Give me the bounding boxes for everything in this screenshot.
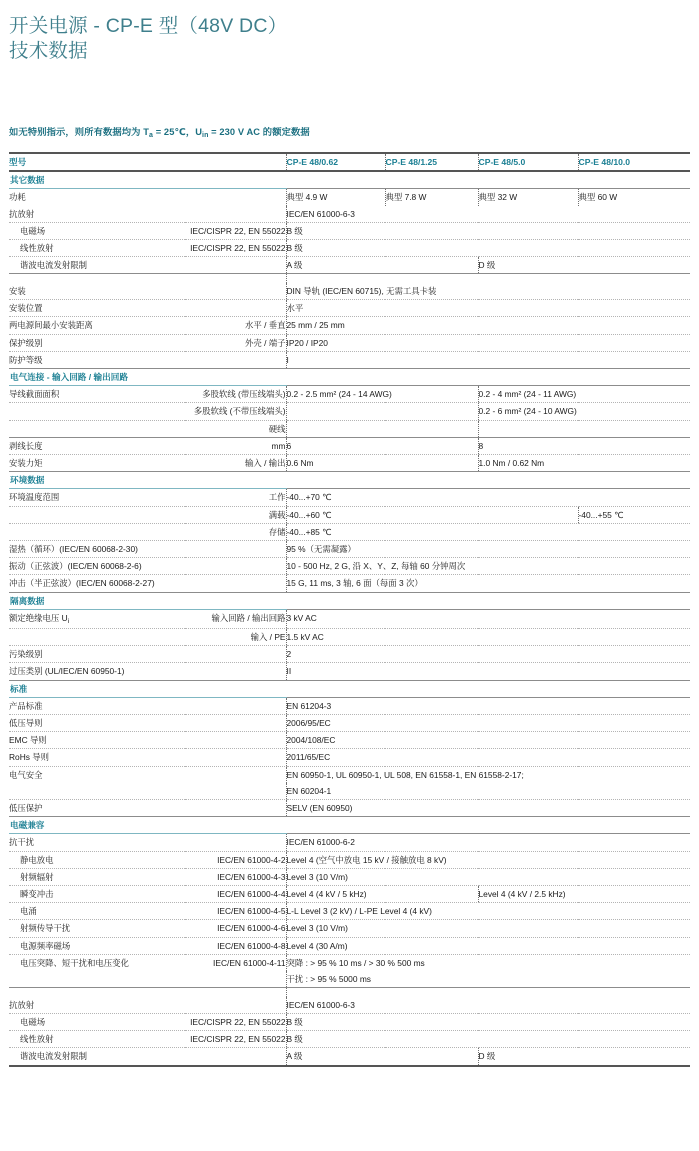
strip-length-v1: 6 xyxy=(286,437,478,454)
burst-v3: Level 4 (4 kV / 2.5 kHz) xyxy=(478,886,690,903)
row-electrical-safety xyxy=(9,766,690,783)
protection-label: 保护级别 xyxy=(9,334,185,351)
section-standards-label: 标准 xyxy=(9,680,286,697)
surge-value: L-L Level 3 (2 kV) / L-PE Level 4 (4 kV) xyxy=(286,903,690,920)
note-sub-in: in xyxy=(202,132,209,139)
power-frequency-field-label: 电源频率磁场 xyxy=(9,937,185,954)
humidity-value: 95 %（无需凝露） xyxy=(286,540,690,557)
row-overvoltage-category xyxy=(9,663,690,680)
temp-storage-sub: 存储 xyxy=(185,523,286,540)
insulation-voltage-label-text: 额定绝缘电压 U xyxy=(9,612,68,623)
row-pollution-degree xyxy=(9,646,690,663)
power-loss-label: 功耗 xyxy=(9,192,26,203)
burst-v1: Level 4 (4 kV / 5 kHz) xyxy=(286,886,478,903)
row-humidity xyxy=(9,540,690,557)
row-em-field xyxy=(9,222,690,239)
wire-area-3-label xyxy=(9,420,185,437)
row-line-emission-2 xyxy=(9,1031,690,1048)
wire-area-3-v3 xyxy=(478,420,690,437)
section-electrical-connection-label: 电气连接 - 输入回路 / 输出回路 xyxy=(9,368,286,385)
emc-directive-value: 2004/108/EC xyxy=(286,732,690,749)
mount-position-sub xyxy=(185,300,286,317)
wire-area-3-v1 xyxy=(286,420,478,437)
rohs-directive-value: 2011/65/EC xyxy=(286,749,690,766)
voltage-dips-label: 电压突降、短干扰和电压变化 xyxy=(20,957,129,968)
esd-value: Level 4 (空气中放电 15 kV / 接触放电 8 kV) xyxy=(286,851,690,868)
row-insulation-pe xyxy=(9,628,690,645)
immunity-sub xyxy=(185,834,286,851)
burst-standard: IEC/EN 61000-4-4 xyxy=(185,886,286,903)
row-lv-directive xyxy=(9,715,690,732)
min-distance-value: 25 mm / 25 mm xyxy=(286,317,690,334)
torque-sub: 输入 / 输出 xyxy=(185,454,286,471)
row-voltage-dips-2 xyxy=(9,971,690,988)
rohs-directive-label: RoHs 导则 xyxy=(9,749,286,766)
wire-area-2-v1 xyxy=(286,403,478,420)
protection-class-sub xyxy=(185,351,286,368)
note-prefix: 如无特别指示，则所有数据均为 T xyxy=(9,127,150,137)
protection-sub: 外壳 / 端子 xyxy=(185,334,286,351)
voltage-dips-value: 突降 : > 95 % 10 ms / > 30 % 500 ms xyxy=(286,954,690,971)
row-emc-directive xyxy=(9,732,690,749)
wire-area-3-sub: 硬线 xyxy=(185,420,286,437)
harmonic-2-sub xyxy=(185,1048,286,1066)
row-rohs-directive xyxy=(9,749,690,766)
row-vibration xyxy=(9,558,690,575)
vibration-label: 振动（正弦波）(IEC/EN 60068-2-6) xyxy=(9,558,286,575)
section-environmental-fill xyxy=(286,472,690,489)
harmonic-2-v1: A 级 xyxy=(286,1048,478,1066)
wire-area-2-label xyxy=(9,403,185,420)
wire-area-v1: 0.2 - 2.5 mm² (24 - 14 AWG) xyxy=(286,386,478,403)
section-environmental xyxy=(9,472,690,489)
lv-directive-value: 2006/95/EC xyxy=(286,715,690,732)
section-other-data-label: 其它数据 xyxy=(9,171,286,189)
emc-directive-label: EMC 导则 xyxy=(9,732,286,749)
rf-radiated-standard: IEC/EN 61000-4-3 xyxy=(185,868,286,885)
overvoltage-category-value: II xyxy=(286,663,690,680)
technical-data-table xyxy=(9,152,690,1067)
spacer-1-c xyxy=(286,274,690,283)
row-protection xyxy=(9,334,690,351)
emission-sub xyxy=(185,206,286,223)
insulation-voltage-subscript: i xyxy=(67,617,70,625)
row-mounting xyxy=(9,283,690,300)
power-loss-v4: 典型 60 W xyxy=(578,189,690,206)
burst-label: 瞬变冲击 xyxy=(9,886,185,903)
row-em-field-2 xyxy=(9,1013,690,1030)
spacer-row-2 xyxy=(9,988,690,997)
line-emission-2-label: 线性放射 xyxy=(9,1031,185,1048)
lv-protection-label: 低压保护 xyxy=(9,800,286,817)
temp-operating-sub: 工作 xyxy=(185,489,286,506)
power-loss-v2: 典型 7.8 W xyxy=(385,189,478,206)
model-label: 型号 xyxy=(9,153,185,171)
mounting-label: 安装 xyxy=(9,283,185,300)
mounting-value: DIN 导轨 (IEC/EN 60715), 无需工具卡装 xyxy=(286,283,690,300)
temp-range-label: 环境温度范围 xyxy=(9,489,185,506)
row-insulation-voltage xyxy=(9,609,690,628)
row-burst xyxy=(9,886,690,903)
rf-conducted-standard: IEC/EN 61000-4-6 xyxy=(185,920,286,937)
emission-2-sub xyxy=(185,997,286,1014)
section-emc-fill xyxy=(286,817,690,834)
note-mid: = 25℃，U xyxy=(153,127,203,137)
row-min-distance xyxy=(9,317,690,334)
em-field-2-standard: IEC/CISPR 22, EN 55022 xyxy=(185,1013,286,1030)
shock-label: 冲击（半正弦波）(IEC/EN 60068-2-27) xyxy=(9,575,286,592)
row-rf-conducted xyxy=(9,920,690,937)
harmonic-v3: D 级 xyxy=(478,257,690,274)
esd-standard: IEC/EN 61000-4-2 xyxy=(185,851,286,868)
conditions-note xyxy=(9,124,310,138)
temp-fullload-v4: -40...+55 ℃ xyxy=(578,506,690,523)
immunity-label: 抗干扰 xyxy=(9,834,185,851)
harmonic-v1: A 级 xyxy=(286,257,478,274)
pollution-degree-value: 2 xyxy=(286,646,690,663)
emission-2-value: IEC/EN 61000-6-3 xyxy=(286,997,690,1014)
section-standards-fill xyxy=(286,680,690,697)
row-power-frequency-field xyxy=(9,937,690,954)
row-power-loss xyxy=(9,189,690,206)
insulation-pe-value: 1.5 kV AC xyxy=(286,628,690,645)
page-title xyxy=(0,0,699,64)
line-emission-2-standard: IEC/CISPR 22, EN 55022 xyxy=(185,1031,286,1048)
pollution-degree-label: 污染级别 xyxy=(9,646,286,663)
min-distance-label: 两电源间最小安装距离 xyxy=(9,317,185,334)
row-emission-2 xyxy=(9,997,690,1014)
em-field-label: 电磁场 xyxy=(9,222,185,239)
row-temp-fullload xyxy=(9,506,690,523)
row-lv-protection xyxy=(9,800,690,817)
voltage-dips-2-label xyxy=(9,971,185,988)
voltage-dips-2-value: 干扰 : > 95 % 5000 ms xyxy=(286,971,690,988)
strip-length-label: 剥线长度 xyxy=(9,437,185,454)
line-emission-value: B 级 xyxy=(286,240,690,257)
row-line-emission xyxy=(9,240,690,257)
strip-length-v3: 8 xyxy=(478,437,690,454)
row-surge xyxy=(9,903,690,920)
spacer-2-c xyxy=(286,988,690,997)
min-distance-sub: 水平 / 垂直 xyxy=(185,317,286,334)
row-emission xyxy=(9,206,690,223)
spacer-1-b xyxy=(185,274,286,283)
strip-length-sub: mm xyxy=(185,437,286,454)
wire-area-2-sub: 多股软线 (不带压线端头) xyxy=(185,403,286,420)
esd-label: 静电放电 xyxy=(9,851,185,868)
insulation-pe-sub: 输入 / PE xyxy=(185,628,286,645)
spacer-1-a xyxy=(9,274,185,283)
title-line-2: 技术数据 xyxy=(9,40,88,62)
section-electrical-connection-fill xyxy=(286,368,690,385)
wire-area-sub: 多股软线 (带压线端头) xyxy=(185,386,286,403)
emission-value: IEC/EN 61000-6-3 xyxy=(286,206,690,223)
power-loss-v1: 典型 4.9 W xyxy=(286,189,385,206)
row-voltage-dips xyxy=(9,954,690,971)
torque-v3: 1.0 Nm / 0.62 Nm xyxy=(478,454,690,471)
section-emc-label: 电磁兼容 xyxy=(9,817,286,834)
row-temp-operating xyxy=(9,489,690,506)
humidity-label: 湿热（循环）(IEC/EN 60068-2-30) xyxy=(9,540,286,557)
spacer-2-b xyxy=(185,988,286,997)
vibration-value: 10 - 500 Hz, 2 G, 沿 X、Y、Z, 每轴 60 分钟周次 xyxy=(286,558,690,575)
model-col-1: CP-E 48/0.62 xyxy=(286,153,385,171)
insulation-voltage-label xyxy=(9,609,185,628)
temp-storage-label xyxy=(9,523,185,540)
wire-area-2-v3: 0.2 - 6 mm² (24 - 10 AWG) xyxy=(478,403,690,420)
immunity-value: IEC/EN 61000-6-2 xyxy=(286,834,690,851)
mount-position-value: 水平 xyxy=(286,300,690,317)
electrical-safety-label: 电气安全 xyxy=(9,769,43,780)
row-torque xyxy=(9,454,690,471)
harmonic-2-label: 谐波电流发射限制 xyxy=(9,1048,185,1066)
em-field-value: B 级 xyxy=(286,222,690,239)
row-temp-storage xyxy=(9,523,690,540)
model-col-4: CP-E 48/10.0 xyxy=(578,153,690,171)
section-environmental-label: 环境数据 xyxy=(9,472,286,489)
insulation-voltage-sub: 输入回路 / 输出回路 xyxy=(185,609,286,628)
product-standard-label: 产品标准 xyxy=(9,697,286,714)
emission-label: 抗放射 xyxy=(9,206,185,223)
temp-storage-value: -40...+85 ℃ xyxy=(286,523,690,540)
voltage-dips-2-standard xyxy=(185,971,286,988)
section-other-data-fill xyxy=(286,171,690,189)
em-field-standard: IEC/CISPR 22, EN 55022 xyxy=(185,222,286,239)
harmonic-label: 谐波电流发射限制 xyxy=(9,257,185,274)
temp-fullload-sub: 满载 xyxy=(185,506,286,523)
row-wire-area xyxy=(9,386,690,403)
row-wire-area-2 xyxy=(9,403,690,420)
row-product-standard xyxy=(9,697,690,714)
spacer-row-1 xyxy=(9,274,690,283)
electrical-safety-value: EN 60950-1, UL 60950-1, UL 508, EN 61558-1, EN 61558-2-17; xyxy=(286,766,690,783)
insulation-voltage-value: 3 kV AC xyxy=(286,609,690,628)
temp-operating-value: -40...+70 ℃ xyxy=(286,489,690,506)
section-isolation xyxy=(9,592,690,609)
rf-conducted-label: 射频传导干扰 xyxy=(9,920,185,937)
row-rf-radiated xyxy=(9,868,690,885)
row-wire-area-3 xyxy=(9,420,690,437)
power-frequency-field-standard: IEC/EN 61000-4-8 xyxy=(185,937,286,954)
protection-class-label: 防护等级 xyxy=(9,351,185,368)
voltage-dips-standard: IEC/EN 61000-4-11 xyxy=(213,957,286,968)
rf-radiated-value: Level 3 (10 V/m) xyxy=(286,868,690,885)
section-emc xyxy=(9,817,690,834)
spacer-2-a xyxy=(9,988,185,997)
line-emission-standard: IEC/CISPR 22, EN 55022 xyxy=(185,240,286,257)
protection-class-value: I xyxy=(286,351,690,368)
torque-label: 安装力矩 xyxy=(9,454,185,471)
em-field-2-label: 电磁场 xyxy=(9,1013,185,1030)
protection-value: IP20 / IP20 xyxy=(286,334,690,351)
overvoltage-category-label: 过压类别 (UL/IEC/EN 60950-1) xyxy=(9,663,286,680)
model-col-2: CP-E 48/1.25 xyxy=(385,153,478,171)
wire-area-label: 导线截面面积 xyxy=(9,386,185,403)
harmonic-2-v3: D 级 xyxy=(478,1048,690,1066)
wire-area-v3: 0.2 - 4 mm² (24 - 11 AWG) xyxy=(478,386,690,403)
emission-2-label: 抗放射 xyxy=(9,997,185,1014)
model-label-spacer xyxy=(185,153,286,171)
title-line-1: 开关电源 - CP-E 型（48V DC） xyxy=(9,15,288,37)
row-mount-position xyxy=(9,300,690,317)
row-shock xyxy=(9,575,690,592)
power-loss-v3: 典型 32 W xyxy=(478,189,578,206)
em-field-2-value: B 级 xyxy=(286,1013,690,1030)
power-loss-sub xyxy=(185,189,286,206)
mount-position-label: 安装位置 xyxy=(9,300,185,317)
note-sub-a: a xyxy=(149,132,154,139)
insulation-pe-label xyxy=(9,628,185,645)
surge-standard: IEC/EN 61000-4-5 xyxy=(185,903,286,920)
row-protection-class xyxy=(9,351,690,368)
harmonic-sub xyxy=(185,257,286,274)
electrical-safety-2-value: EN 60204-1 xyxy=(286,783,690,800)
row-harmonic-2 xyxy=(9,1048,690,1066)
section-standards xyxy=(9,680,690,697)
model-col-3: CP-E 48/5.0 xyxy=(478,153,578,171)
lv-directive-label: 低压导则 xyxy=(9,715,286,732)
table-header-row xyxy=(9,153,690,171)
temp-fullload-v1: -40...+60 ℃ xyxy=(286,506,578,523)
row-esd xyxy=(9,851,690,868)
product-standard-value: EN 61204-3 xyxy=(286,697,690,714)
power-frequency-field-value: Level 4 (30 A/m) xyxy=(286,937,690,954)
surge-label: 电涌 xyxy=(9,903,185,920)
rf-radiated-label: 射频辐射 xyxy=(9,868,185,885)
line-emission-2-value: B 级 xyxy=(286,1031,690,1048)
mounting-sub xyxy=(185,283,286,300)
section-other-data xyxy=(9,171,690,189)
temp-fullload-label xyxy=(9,506,185,523)
shock-value: 15 G, 11 ms, 3 轴, 6 面（每面 3 次） xyxy=(286,575,690,592)
lv-protection-value: SELV (EN 60950) xyxy=(286,800,690,817)
row-harmonic xyxy=(9,257,690,274)
row-electrical-safety-2 xyxy=(9,783,690,800)
torque-v1: 0.6 Nm xyxy=(286,454,478,471)
section-electrical-connection xyxy=(9,368,690,385)
row-immunity xyxy=(9,834,690,851)
section-isolation-label: 隔离数据 xyxy=(9,592,286,609)
row-strip-length xyxy=(9,437,690,454)
electrical-safety-2-label xyxy=(9,783,286,800)
rf-conducted-value: Level 3 (10 V/m) xyxy=(286,920,690,937)
line-emission-label: 线性放射 xyxy=(9,240,185,257)
note-suffix: = 230 V AC 的额定数据 xyxy=(208,127,310,137)
section-isolation-fill xyxy=(286,592,690,609)
